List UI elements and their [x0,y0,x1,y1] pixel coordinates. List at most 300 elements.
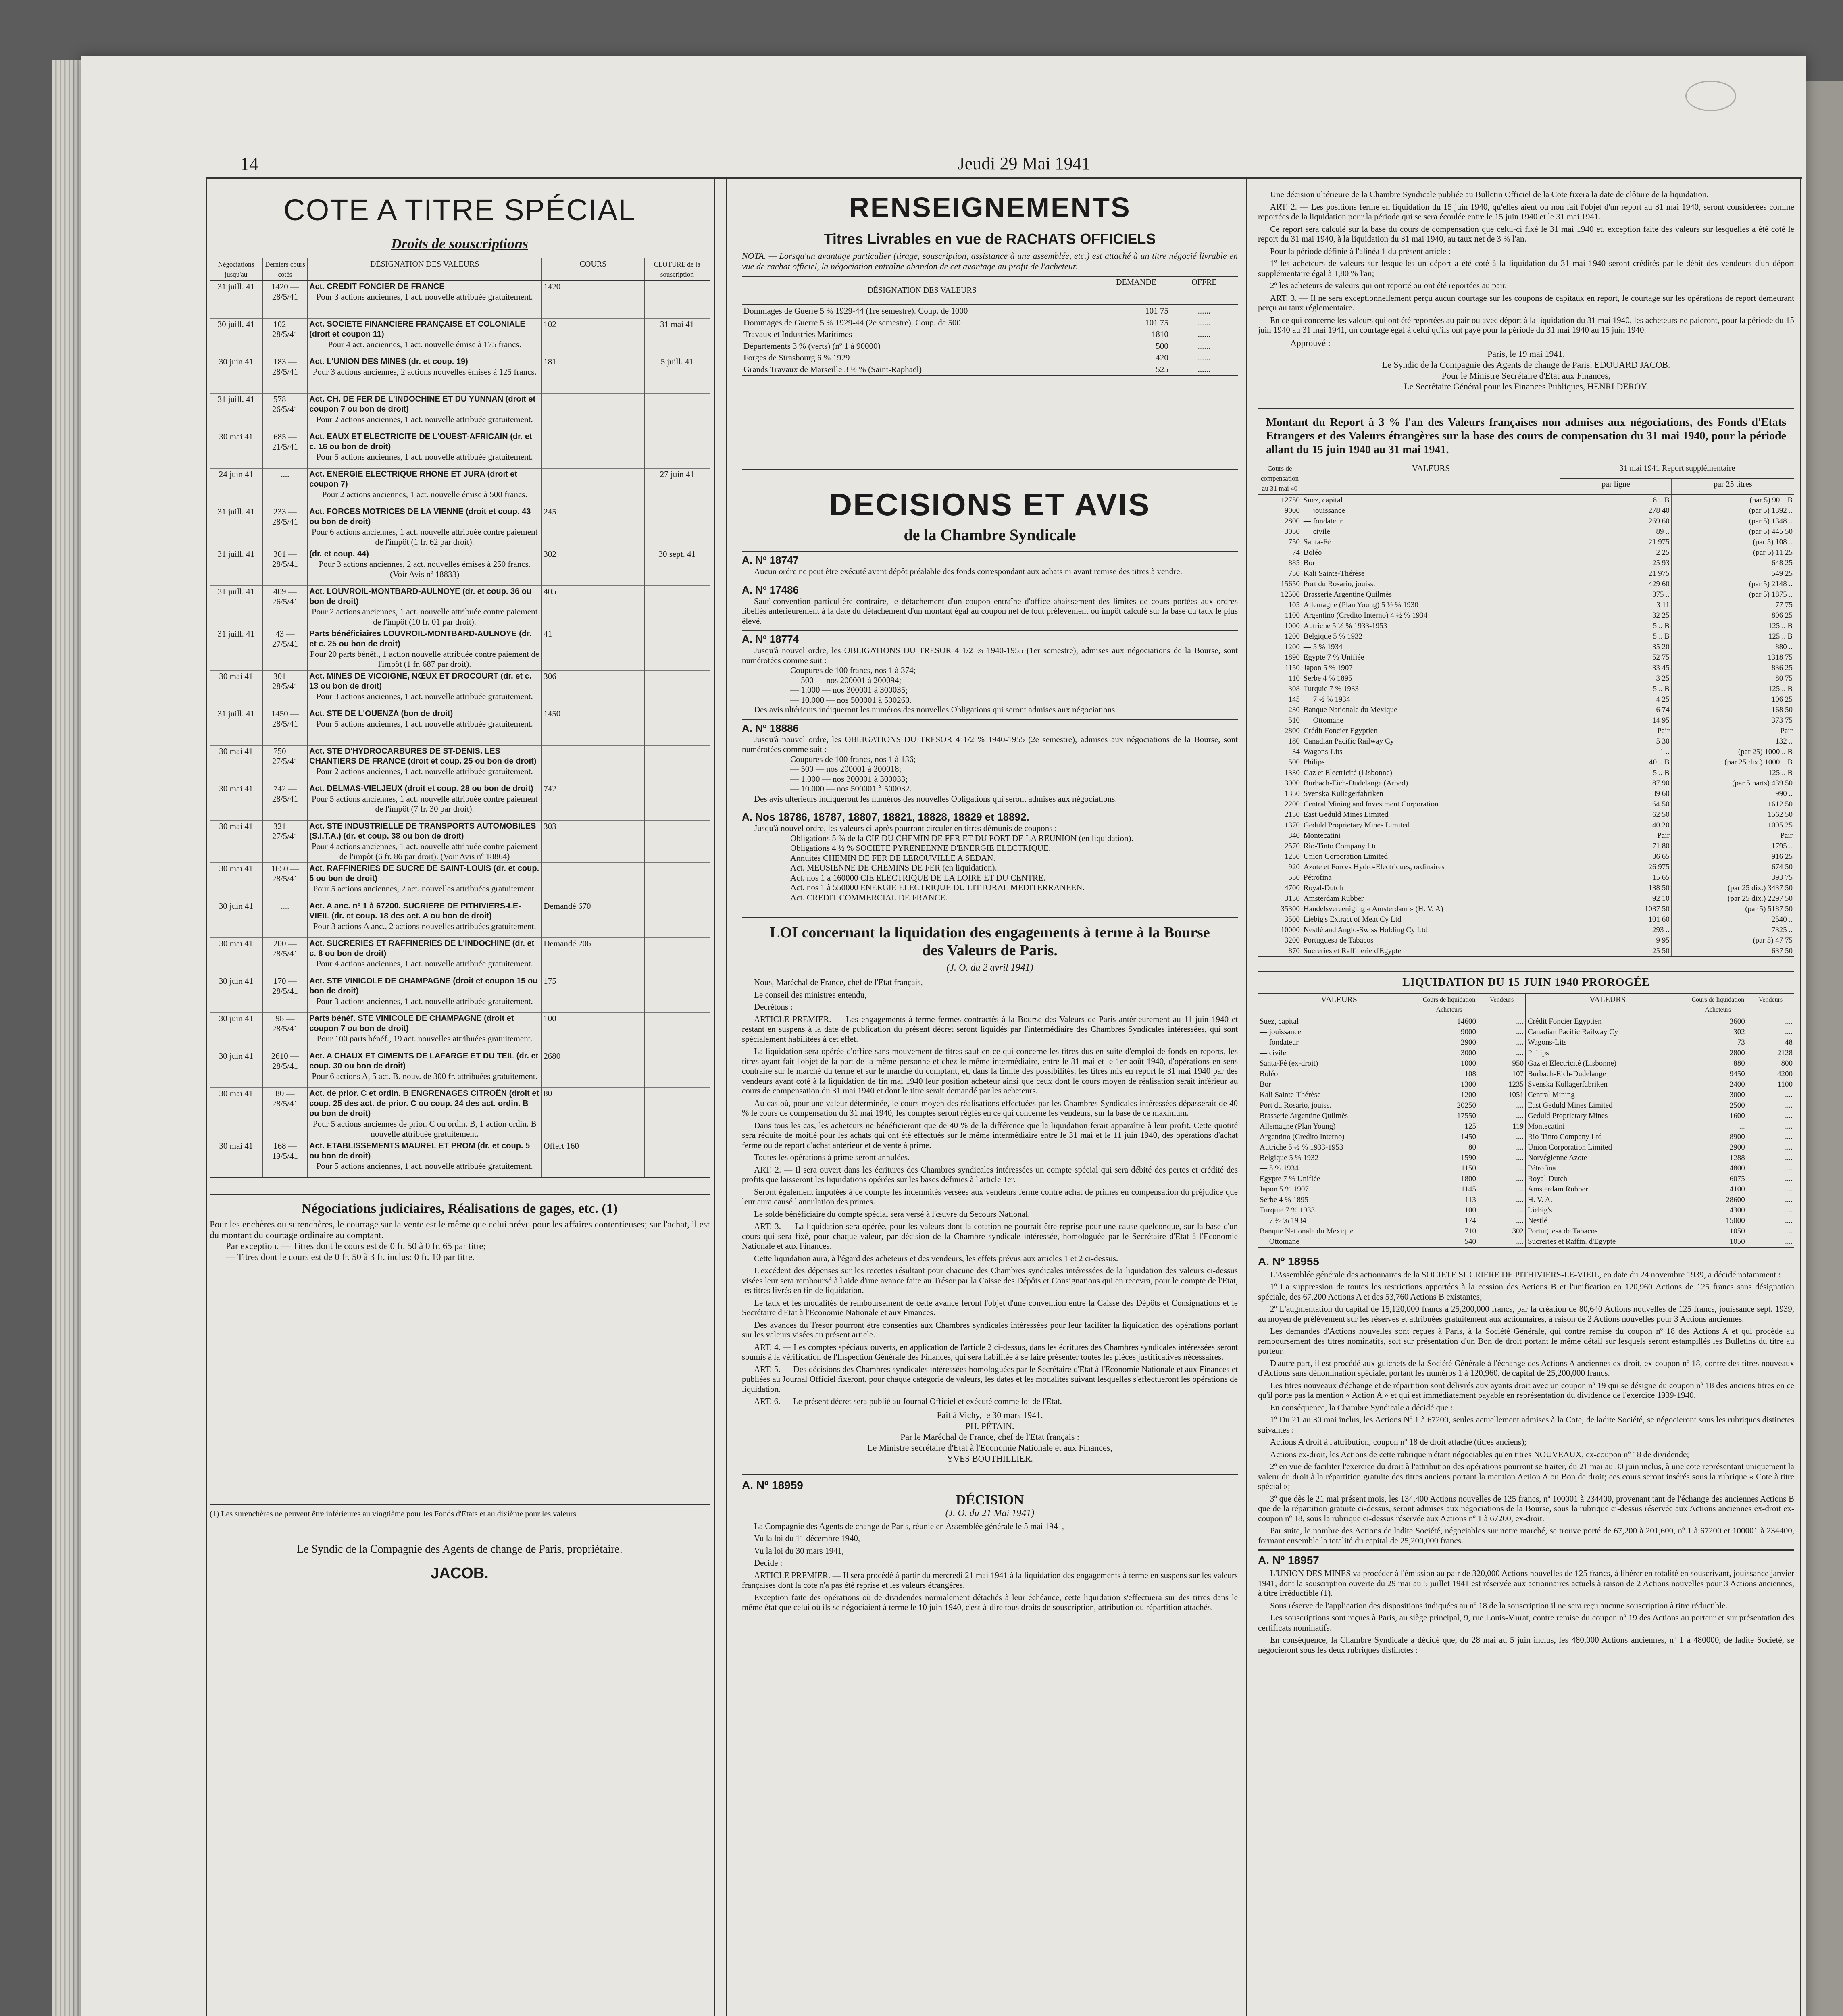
loi-paragraph: Au cas où, pour une valeur déterminée, le cours moyen des réalisations effectuées par les Chambres Syndicales intéressées dépasserait de 40 % le cours de compensation du 31 mai 1940, les comptes seront réglés en ce qui concerne les vendeurs, sur la base de ce maximum. [742,1098,1238,1118]
a18959-paragraph: Décide : [754,1558,783,1568]
prorog-vendeurs: .... [1785,1164,1793,1173]
prorog-right-header-acheteurs [1689,994,1747,1016]
report-cours: 9000 [1258,506,1302,516]
report-row [1258,893,1794,904]
cote-row [210,975,710,1013]
prorog-acheteurs: 4100 [1689,1184,1747,1195]
cote-cours: Offert 160 [542,1140,644,1178]
cote-desc: Pour 2 actions anciennes, 1 act. nouvelle attribuée gratuitement. [316,414,533,424]
report-par-ligne: 3 11 [1560,600,1672,610]
prorog-valeur: Santa-Fé (ex-droit) [1258,1058,1420,1069]
report-par-ligne: 5 .. B [1560,684,1672,694]
cote-last: 168 — 19/5/41 [262,1140,307,1178]
cote-desc: Pour 5 actions anciennes, 1 act. nouvelle attribuée gratuitement. [316,1161,533,1171]
loi-paragraph: ART. 5. — Des décisions des Chambres syndicales intéressées homologuées par le Secrétaire d'Etat à l'Economie Nationale et aux Finances et publiées au Journal Officiel fixeront, pour chaque catégorie de valeurs, les dates et les modalités suivant lesquelles s'effectueront les opérations de liquidation. [742,1364,1238,1394]
report-cours: 3050 [1258,527,1302,537]
cote-cours: Demandé 206 [542,938,644,975]
report-row [1258,663,1794,673]
rachats-demande: 525 [1102,364,1170,376]
prorog-vendeurs: .... [1516,1101,1524,1110]
cote-until: 30 mai 41 [210,1140,262,1178]
prorog-valeur: Central Mining [1526,1090,1689,1100]
report-par-ligne: 14 95 [1560,715,1672,726]
report-cours: 1200 [1258,642,1302,652]
cote-cours: 302 [542,548,644,586]
report-cours: 15650 [1258,579,1302,589]
decision-text: Jusqu'à nouvel ordre, les OBLIGATIONS DU TRESOR 4 1/2 % 1940-1955 (2e semestre), admises aux négociations de la Bourse, sont numérotées comme suit : [742,734,1238,754]
prorog-row [1258,1237,1526,1247]
cote-last: 578 — 26/5/41 [262,394,307,431]
prorog-acheteurs: 73 [1689,1037,1747,1048]
report-cours: 510 [1258,715,1302,726]
prorog-valeur: Pétrofina [1526,1163,1689,1174]
decision-item [742,551,1238,577]
prorog-acheteurs: 3000 [1420,1048,1478,1058]
cote-name: Act. SUCRERIES ET RAFFINERIES DE L'INDOCHINE (dr. et c. 8 ou bon de droit) [309,939,535,958]
report-par-25: 549 25 [1771,569,1793,578]
loi-signature [742,1410,1238,1464]
cote-row [210,548,710,586]
prorog-row [1258,1016,1526,1027]
decision-text: Jusqu'à nouvel ordre, les valeurs ci-après pourront circuler en titres démunis de coupons : [754,823,1057,833]
prorog-row [1526,1100,1794,1111]
cote-closing [644,1013,710,1050]
prorog-acheteurs: 3000 [1689,1090,1747,1100]
decision-line: — 10.000 — nos 500001 à 500260. [790,695,912,705]
rachats-row [742,329,1238,340]
report-par-25: 880 .. [1775,642,1793,651]
cote-designation [308,628,542,671]
report-cours: 1200 [1258,631,1302,642]
report-par-25: (par 5 parts) 439 50 [1732,779,1793,787]
report-cours: 10000 [1258,925,1302,935]
library-stamp [1685,81,1736,111]
cote-desc: Pour 4 actions anciennes, 1 act. nouvelle attribuée gratuitement. [316,959,533,968]
cote-closing: 5 juill. 41 [660,357,693,367]
report-par-ligne: 375 .. [1560,589,1672,600]
prorog-row [1258,1174,1526,1184]
cote-last: 742 — 28/5/41 [262,783,307,821]
prorog-valeur: Geduld Proprietary Mines [1526,1111,1689,1121]
report-valeur: — 7 ½ % 1934 [1302,694,1560,705]
report-par-ligne: 35 20 [1560,642,1672,652]
cote-name: Act. EAUX ET ELECTRICITE DE L'OUEST-AFRICAIN (dr. et c. 16 ou bon de droit) [309,432,532,451]
cote-desc: Pour 5 actions anciennes, 2 act. nouvelles attribuées gratuitement. [313,884,536,893]
a18955-paragraph: L'Assemblée générale des actionnaires de la SOCIETE SUCRIERE DE PITHIVIERS-LE-VIEIL, en date du 24 novembre 1939, a décidé notamment : [1270,1269,1781,1279]
liquidation-signature-line: Pour le Ministre Secrétaire d'Etat aux Finances, [1441,370,1611,381]
decision-line: Coupures de 100 francs, nos 1 à 374; [790,665,916,675]
report-valeur: Handelsvereeniging « Amsterdam » (H. V. A) [1302,904,1560,914]
report-par-ligne: 15 65 [1560,873,1672,883]
prorog-title: LIQUIDATION DU 15 JUIN 1940 PROROGÉE [1402,976,1650,989]
prorog-row [1526,1079,1794,1090]
decision-item [742,581,1238,626]
cote-designation [308,1140,542,1178]
report-par-25: 7325 .. [1771,925,1793,934]
report-valeur: Canadian Pacific Railway Cy [1302,736,1560,747]
report-row [1258,757,1794,768]
cote-desc: Pour 4 actions anciennes, 1 act. nouvelle attribuée contre paiement de l'impôt (6 fr. 86 par droit). (Voir Avis nº 18864) [311,841,538,861]
liquidation-paragraph: ART. 3. — Il ne sera exceptionnellement perçu aucun courtage sur les coupons de capitaux en report, le courtage sur les opérations de report demeurant perçu au taux réglementaire. [1258,293,1794,312]
cote-row [210,586,710,628]
cote-closing [644,938,710,975]
liquidation-signature-line: Le Syndic de la Compagnie des Agents de change de Paris, EDOUARD JACOB. [1382,359,1670,370]
cote-name: Act. A CHAUX ET CIMENTS DE LAFARGE ET DU TEIL (dr. et coup. 30 ou bon de droit) [309,1052,539,1070]
prorog-table-left [1258,994,1526,1247]
a18957-paragraph: L'UNION DES MINES va procéder à l'émission au pair de 320,000 Actions nouvelles de 125 francs, à libérer en totalité en souscrivant, jouissance janvier 1941, dont la souscription ouverte du 29 mai au 5 juillet 1941 est réservée aux actionnaires actuels à raison de 2 Actions nouvelles pour 3 Actions anciennes, à titre irréductible (1). [1258,1568,1794,1598]
report-par-ligne: Pair [1560,831,1672,841]
cote-designation [308,863,542,900]
report-par-ligne: 6 74 [1560,705,1672,715]
report-row [1258,694,1794,705]
report-valeur: Svenska Kullagerfabriken [1302,789,1560,799]
report-row [1258,862,1794,873]
cote-row [210,469,710,506]
prorog-vendeurs: 107 [1512,1069,1524,1078]
prorog-valeur: Bor [1258,1079,1420,1090]
prorog-valeur: — Ottomane [1258,1237,1420,1247]
cote-name: Act. DELMAS-VIELJEUX (droit et coup. 28 ou bon de droit) [309,784,533,793]
report-valeur: Santa-Fé [1302,537,1560,548]
cote-last: 102 — 28/5/41 [262,319,307,356]
report-valeur: Suez, capital [1302,495,1560,506]
prorog-row [1258,1058,1526,1069]
prorog-vendeurs: .... [1516,1027,1524,1036]
report-cours: 1330 [1258,768,1302,778]
cote-row [210,746,710,783]
report-par-25: (par 25 dix.) 2297 50 [1728,894,1793,903]
cote-desc: Pour 3 actions anciennes, 2 act. nouvelles émises à 250 francs. (Voir Avis nº 18833) [319,559,531,579]
prorog-acheteurs: 1600 [1689,1111,1747,1121]
loi-paragraph: Cette liquidation aura, à l'égard des acheteurs et des vendeurs, les effets prévus aux articles 1 et 2 ci-dessus. [754,1253,1118,1263]
prorog-row [1258,1111,1526,1121]
a18955-paragraph: 1º Du 21 au 30 mai inclus, les Actions Nº 1 à 67200, seules actuellement admises à la Cote, de ladite Société, se négocieront sous les rubriques distinctes suivantes : [1258,1415,1794,1435]
report-par-25: 125 .. B [1768,621,1793,630]
prorog-valeur: — jouissance [1258,1027,1420,1037]
prorog-vendeurs: .... [1516,1017,1524,1026]
col-header-until: Négociations jusqu'au [210,258,262,281]
prorog-valeur: Japon 5 % 1907 [1258,1184,1420,1195]
cote-name: Act. MINES DE VICOIGNE, NŒUX ET DROCOURT (dr. et c. 13 ou bon de droit) [309,672,532,691]
report-par-ligne: 26 975 [1560,862,1672,873]
prorog-acheteurs: 4800 [1689,1163,1747,1174]
report-par-25: (par 5) 1875 .. [1749,590,1793,599]
report-cours: 500 [1258,757,1302,768]
cote-until: 30 mai 41 [210,1088,262,1140]
prorog-acheteurs: 3600 [1689,1016,1747,1027]
a18955-paragraph: Par suite, le nombre des Actions de ladite Société, négociables sur notre marché, se trouve porté de 67,200 à 201,600, nº 1 à 67200 et 100001 à 234400, formant ensemble la totalité du capital de 25,200,000 francs. [1258,1526,1794,1545]
cote-cours: 181 [542,356,644,394]
cote-row [210,821,710,863]
prorog-acheteurs: 8900 [1689,1132,1747,1142]
report-cours: 1000 [1258,621,1302,631]
cote-row [210,1050,710,1088]
prorog-valeur: Montecatini [1526,1121,1689,1132]
report-par-25: 916 25 [1771,852,1793,861]
report-par-ligne: 33 45 [1560,663,1672,673]
prorog-valeur: Argentino (Credito Interno) [1258,1132,1420,1142]
prorog-valeur: Wagons-Lits [1526,1037,1689,1048]
report-valeur: Kali Sainte-Thérèse [1302,569,1560,579]
cote-last: 409 — 26/5/41 [262,586,307,628]
cote-desc: Pour 6 actions anciennes, 1 act. nouvelle attribuée contre paiement de l'impôt (1 fr. 62 par droit). [311,527,538,547]
report-header-supp: 31 mai 1941 Report supplémentaire [1560,462,1794,479]
cote-closing [644,1050,710,1088]
liquidation-paragraph: Pour la période définie à l'alinéa 1 du présent article : [1270,246,1451,256]
col-header-last: Derniers cours cotés [262,258,307,281]
report-row [1258,715,1794,726]
prorog-vendeurs: .... [1785,1090,1793,1099]
decision-line: Act. MEUSIENNE DE CHEMINS DE FER (en liquidation). [790,863,997,873]
a18955-paragraph: Actions A droit à l'attribution, coupon nº 18 de droit attaché (titres anciens); [1270,1437,1527,1447]
prorog-acheteurs: 1145 [1420,1184,1478,1195]
report-par-ligne: 40 20 [1560,820,1672,831]
decision-line: — 1.000 — nos 300001 à 300035; [790,685,908,695]
prorog-acheteurs: 1450 [1420,1132,1478,1142]
report-valeur: Autriche 5 ½ % 1933-1953 [1302,621,1560,631]
prorog-valeur: Nestlé [1526,1216,1689,1226]
loi-signature-line: Le Ministre secrétaire d'Etat à l'Economie Nationale et aux Finances, [867,1442,1112,1453]
report-row [1258,537,1794,548]
cote-row [210,1088,710,1140]
report-row [1258,621,1794,631]
liquidation-decision-text [1258,190,1794,335]
liquidation-paragraph: En ce qui concerne les valeurs qui ont été reportées au pair ou avec déport à la liquidation du 31 mai 1940, les acheteurs ne paieront, pour la période du 15 juin 1940 au 31 mai 1941, un courtage égal à celui qu'ils ont payé pour la période du 31 mai 1940 au 15 juin 1940. [1258,315,1794,335]
cote-until: 30 mai 41 [210,783,262,821]
cote-footnote: (1) Les surenchères ne peuvent être inférieures au vingtième pour les Fonds d'Etats et au dixième pour les valeurs. [210,1510,578,1518]
report-row [1258,684,1794,694]
report-par-ligne: 429 60 [1560,579,1672,589]
cote-cours [542,469,644,506]
cote-last: 43 — 27/5/41 [262,628,307,671]
report-cours: 105 [1258,600,1302,610]
prorog-vendeurs: .... [1785,1185,1793,1193]
prorog-valeur: Rio-Tinto Company Ltd [1526,1132,1689,1142]
report-par-25: 1005 25 [1768,821,1793,829]
nego-line-2: — Titres dont le cours est de 0 fr. 50 à 3 fr. inclus: 0 fr. 10 par titre. [226,1252,475,1262]
report-cours: 2200 [1258,799,1302,810]
nego-title: Négociations judiciaires, Réalisations de gages, etc. (1) [210,1194,710,1216]
prorog-valeur: — fondateur [1258,1037,1420,1048]
cote-closing [644,628,710,671]
cote-name: Act. SOCIETE FINANCIERE FRANÇAISE ET COLONIALE (droit et coupon 11) [309,320,525,339]
report-par-ligne: 5 .. B [1560,621,1672,631]
report-par-ligne: 40 .. B [1560,757,1672,768]
prorog-right-header-ach: Acheteurs [1705,1006,1731,1013]
prorog-row [1258,1216,1526,1226]
prorog-valeur: — 5 % 1934 [1258,1163,1420,1174]
cote-closing [644,708,710,746]
report-row [1258,747,1794,757]
report-par-ligne: 269 60 [1560,516,1672,527]
decisions-subtitle: de la Chambre Syndicale [904,526,1076,544]
rachats-offre: ...... [1197,318,1211,327]
prorog-row [1526,1226,1794,1237]
report-cours: 3000 [1258,778,1302,789]
loi-signature-line: Fait à Vichy, le 30 mars 1941. [937,1410,1043,1420]
report-par-ligne: 293 .. [1560,925,1672,935]
prorog-right-header-vendeurs: Vendeurs [1758,996,1783,1003]
cote-until: 30 mai 41 [210,938,262,975]
prorog-valeur: Gaz et Electricité (Lisbonne) [1526,1058,1689,1069]
prorog-acheteurs: 80 [1420,1142,1478,1153]
report-par-ligne: 64 50 [1560,799,1672,810]
report-cours: 12500 [1258,589,1302,600]
cote-last: 98 — 28/5/41 [262,1013,307,1050]
loi-paragraph: ART. 4. — Les comptes spéciaux ouverts, en application de l'article 2 ci-dessus, dans les écritures des Chambres syndicales intéressées seront soumis à la vérification de l'Inspection Générale des Finances, qui sera habilitée à se faire présenter toutes les pièces justificatives nécessaires. [742,1342,1238,1362]
cote-until: 31 juill. 41 [210,506,262,548]
cote-last: 301 — 28/5/41 [262,548,307,586]
a18959-title: DÉCISION [956,1492,1024,1508]
cote-until: 31 juill. 41 [210,394,262,431]
report-row [1258,642,1794,652]
cote-desc: Pour 4 act. anciennes, 1 act. nouvelle émise à 175 francs. [328,339,521,349]
report-valeur: Japon 5 % 1907 [1302,663,1560,673]
report-valeur: — civile [1302,527,1560,537]
prorog-valeur: Autriche 5 ½ % 1933-1953 [1258,1142,1420,1153]
loi-paragraph: Dans tous les cas, les acheteurs ne bénéficieront que de 40 % de la différence que la liquidation ferait apparaître à leur profit. Cette quotité sera réduite de moitié pour les achats qui ont été effectués sur le même intermédiaire entre le 31 mai et le 11 juin 1940, des opérations d'achat ferme ou de report d'achat antérieur et de vente à prime. [742,1120,1238,1150]
cote-until: 30 mai 41 [210,431,262,469]
report-par-25: (par 25) 1000 .. B [1738,747,1793,756]
report-par-ligne: 25 50 [1560,946,1672,957]
prorog-acheteurs: 1800 [1420,1174,1478,1184]
cote-closing: 30 sept. 41 [658,549,696,559]
page-number: 14 [240,154,258,174]
prorog-acheteurs: 710 [1420,1226,1478,1237]
report-cours: 308 [1258,684,1302,694]
loi-paragraph: Toutes les opérations à prime seront annulées. [754,1152,910,1162]
cote-desc: Pour 20 parts bénéf., 1 action nouvelle attribuée contre paiement de l'impôt (1 fr. 687 par droit). [310,649,539,669]
report-valeur: Rio-Tinto Company Ltd [1302,841,1560,852]
prorog-row [1258,1226,1526,1237]
decision-item [742,808,1238,902]
a18959-text [742,1521,1238,1612]
report-par-ligne: 3 25 [1560,673,1672,684]
a18959-paragraph: Vu la loi du 11 décembre 1940, [754,1533,860,1543]
loi-jo: (J. O. du 2 avril 1941) [946,962,1033,973]
report-valeur: Egypte 7 % Unifiée [1302,652,1560,663]
cote-desc: Pour 100 parts bénéf., 19 act. nouvelles attribuées gratuitement. [317,1034,533,1043]
page-date: Jeudi 29 Mai 1941 [958,154,1091,173]
rachats-row [742,352,1238,364]
cote-row [210,783,710,821]
cote-designation [308,469,542,506]
cote-subtitle: Droits de souscriptions [391,235,529,252]
prorog-row [1258,1184,1526,1195]
prorog-row [1258,1079,1526,1090]
rachats-offre: ...... [1197,306,1211,316]
report-valeur: Geduld Proprietary Mines Limited [1302,820,1560,831]
cote-last: 1450 — 28/5/41 [262,708,307,746]
decision-item [742,630,1238,715]
report-cours: 35300 [1258,904,1302,914]
a18957-text [1258,1568,1794,1655]
cote-closing [644,431,710,469]
prorog-acheteurs: 2800 [1689,1048,1747,1058]
loi-signature-line: PH. PÉTAIN. [965,1420,1014,1431]
prorog-row [1526,1132,1794,1142]
cote-designation [308,1088,542,1140]
prorog-vendeurs: .... [1516,1174,1524,1183]
a18959-paragraph: Exception faite des opérations où de dividendes normalement détachés à leur échéance, cette liquidation s'effectuera sur des titres dans le même état que celui où ils se négociaient à terme le 10 juin 1940, c'est-à-dire tous droits de souscription, attribution ou répartition attachés. [742,1592,1238,1612]
cote-table [210,258,710,1178]
decision-number: A. Nº 18774 [742,633,799,645]
liquidation-paragraph: 1º les acheteurs de valeurs sur lesquelles un déport a été coté à la liquidation du 31 mai 1940 seront crédités par le débit des vendeurs d'un déport supplémentaire égal à 1,80 % l'an; [1258,258,1794,278]
report-row [1258,569,1794,579]
prorog-acheteurs: 4300 [1689,1205,1747,1216]
renseignements-nota: NOTA. — Lorsqu'un avantage particulier (tirage, souscription, assistance à une assemblée, etc.) est attaché à un titre négocié livrable en vue de rachat officiel, la négociation entraîne abandon de cet avantage au profit de l'acheteur. [742,251,1238,271]
cote-title: COTE A TITRE SPÉCIAL [283,193,636,227]
prorog-vendeurs: 2128 [1777,1048,1793,1057]
prorog-row [1526,1090,1794,1100]
liquidation-signatures [1258,348,1794,392]
loi-paragraph: Seront également imputées à ce compte les indemnités versées aux vendeurs ferme contre achat de primes en compensation du préjudice que leur aura causé l'annulation des primes. [742,1187,1238,1206]
cote-designation [308,586,542,628]
cote-name: Parts bénéficiaires LOUVROIL-MONTBARD-AULNOYE (dr. et c. 25 ou bon de droit) [309,629,532,648]
left-frame [206,177,207,2016]
prorog-row [1526,1111,1794,1121]
prorog-acheteurs: 2500 [1689,1100,1747,1111]
liquidation-paragraph: ART. 2. — Les positions ferme en liquidation du 15 juin 1940, qu'elles aient ou non fait l'objet d'un report au 31 mai 1940, seront considérées comme reportées de la liquidation pour la période qui se sera écoulée entre le 15 juin 1940 et le 31 mai 1941. [1258,202,1794,221]
prorog-tables [1258,993,1794,1248]
cote-cours: 1450 [542,708,644,746]
cote-row [210,708,710,746]
rachats-offre: ...... [1197,353,1211,362]
prorog-acheteurs: 2400 [1689,1079,1747,1090]
prorog-valeur: Portuguesa de Tabacos [1526,1226,1689,1237]
report-cours: 2130 [1258,810,1302,820]
decision-item [742,719,1238,804]
report-par-25: 373 75 [1771,716,1793,725]
prorog-vendeurs: .... [1785,1017,1793,1026]
prorog-valeur: Burbach-Eich-Dudelange [1526,1069,1689,1079]
cote-name: Act. RAFFINERIES DE SUCRE DE SAINT-LOUIS (dr. et coup. 5 ou bon de droit) [309,864,539,883]
report-valeur: Bor [1302,558,1560,569]
renseignements-title: RENSEIGNEMENTS [849,192,1131,223]
decision-line: Act. nos 1 à 550000 ENERGIE ELECTRIQUE DU LITTORAL MEDITERRANEEN. [790,883,1085,892]
prorog-acheteurs: 9000 [1420,1027,1478,1037]
loi-title: LOI concernant la liquidation des engagements à terme à la Bourse des Valeurs de Paris. [742,917,1238,959]
report-row [1258,600,1794,610]
prorog-left-header-cours: Cours de liquidation [1422,996,1476,1003]
col-header-designation: DÉSIGNATION DES VALEURS [308,258,542,281]
prorog-row [1526,1058,1794,1069]
report-row [1258,841,1794,852]
report-row [1258,935,1794,946]
cote-row [210,628,710,671]
cote-until: 30 juin 41 [210,1050,262,1088]
cote-closing [644,863,710,900]
prorog-row [1258,1163,1526,1174]
prorog-valeur: — civile [1258,1048,1420,1058]
cote-last: 685 — 21/5/41 [262,431,307,469]
a18955-paragraph: 2º L'augmentation du capital de 15,120,000 francs à 25,200,000 francs, par la création de 80,640 Actions nouvelles de 125 francs, jouissance sept. 1939, au moyen de prélèvement sur les réserves et attribuées gratuitement aux actionnaires, à raison de 2 Actions nouvelles pour 3 Actions anciennes. [1258,1304,1794,1324]
prorog-row [1258,1048,1526,1058]
rachats-name: Dommages de Guerre 5 % 1929-44 (2e semestre). Coup. de 500 [742,317,1102,329]
report-par-25: Pair [1780,726,1793,735]
loi-paragraph: Le taux et les modalités de remboursement de cette avance feront l'objet d'une convention entre la Caisse des Dépôts et Consignations et le Secrétaire d'Etat à l'Economie Nationale et aux Finances. [742,1297,1238,1317]
prorog-acheteurs: 20250 [1420,1100,1478,1111]
cote-row [210,281,710,319]
rachats-table [742,276,1238,376]
loi-paragraph: Décrétons : [754,1002,793,1012]
prorog-row [1526,1174,1794,1184]
report-valeur: Union Corporation Limited [1302,852,1560,862]
report-par-25: (par 5) 445 50 [1749,527,1793,536]
rachats-name: Grands Travaux de Marseille 3 ½ % (Saint-Raphaël) [742,364,1102,376]
report-cours: 340 [1258,831,1302,841]
report-row [1258,831,1794,841]
